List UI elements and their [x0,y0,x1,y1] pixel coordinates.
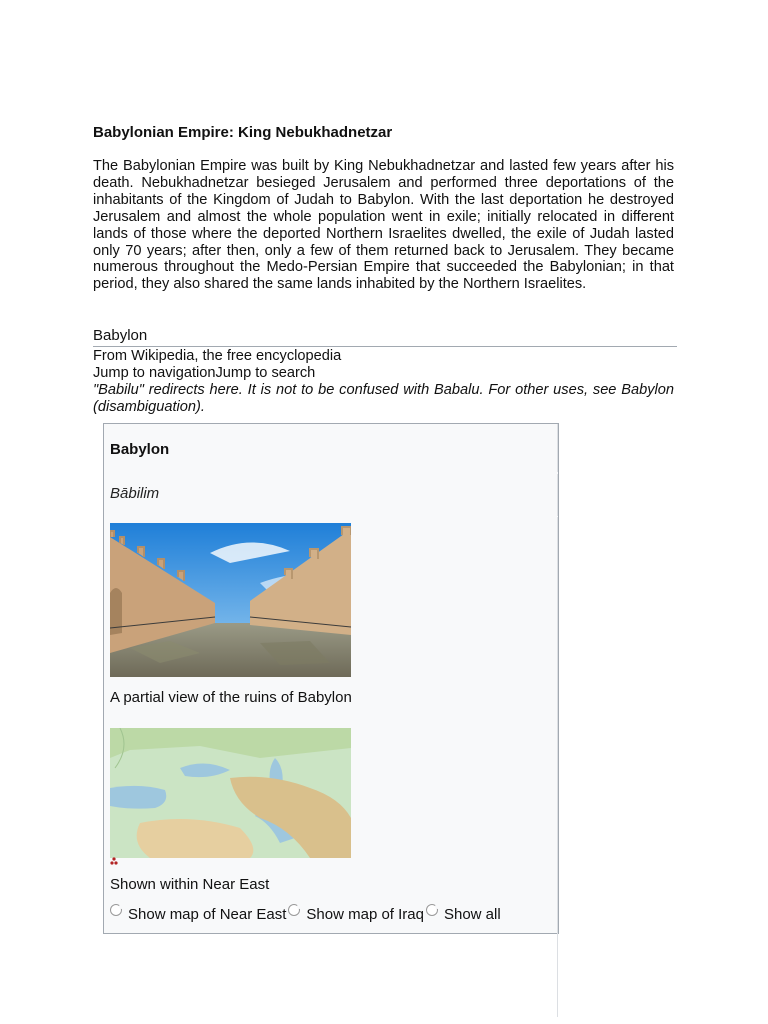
infobox [103,423,559,934]
location-map[interactable] [110,728,351,858]
ruins-photo[interactable] [110,523,351,677]
article-title: Babylonian Empire: King Nebukhadnetzar [93,124,393,141]
section-heading: Babylon [93,327,677,347]
divider [557,517,558,1017]
option-iraq[interactable]: Show map of Iraq [306,906,424,923]
radio-icon[interactable] [426,904,438,916]
tagline: From Wikipedia, the free encyclopedia [93,348,342,364]
option-show-all[interactable]: Show all [443,906,501,923]
option-near-east[interactable]: Show map of Near East [128,906,287,923]
article-paragraph: The Babylonian Empire was built by King Nebukhadnetzar and lasted few years after his death. Nebukhadnetzar besieged Jerusalem and performed three deportations of the inhabitants of the Kingdom of Judah to Babylon. With the last deportation he destroyed Jerusalem and almost the whole population went in exile; initially relocated in different lands of those where the deported Northern Israelites dwelled, the exile of Judah lasted only 70 years; after then, only a few of them returned back to Jerusalem. They became numerous throughout the Medo-Persian Empire that succeeded the Babylonian; in that period, they also shared the same lands inhabited by the Northern Israelites. [93,158,674,293]
jump-links[interactable]: Jump to navigationJump to search [93,365,316,381]
hatnote: "Babilu" redirects here. It is not to be confused with Babalu. For other uses, see Babylon (disambiguation). [93,382,674,415]
divider [557,424,558,472]
native-name: Bābilim [110,485,160,502]
radio-icon[interactable] [110,904,122,916]
map-caption: Shown within Near East [110,876,270,893]
near-east-map [110,728,351,858]
ruins-photo-image [110,523,351,677]
infobox-title: Babylon [110,441,170,458]
radio-icon[interactable] [288,904,300,916]
divider [557,474,558,516]
map-switcher [110,904,503,923]
location-dot-icon [110,857,118,865]
photo-caption: A partial view of the ruins of Babylon [110,689,352,706]
